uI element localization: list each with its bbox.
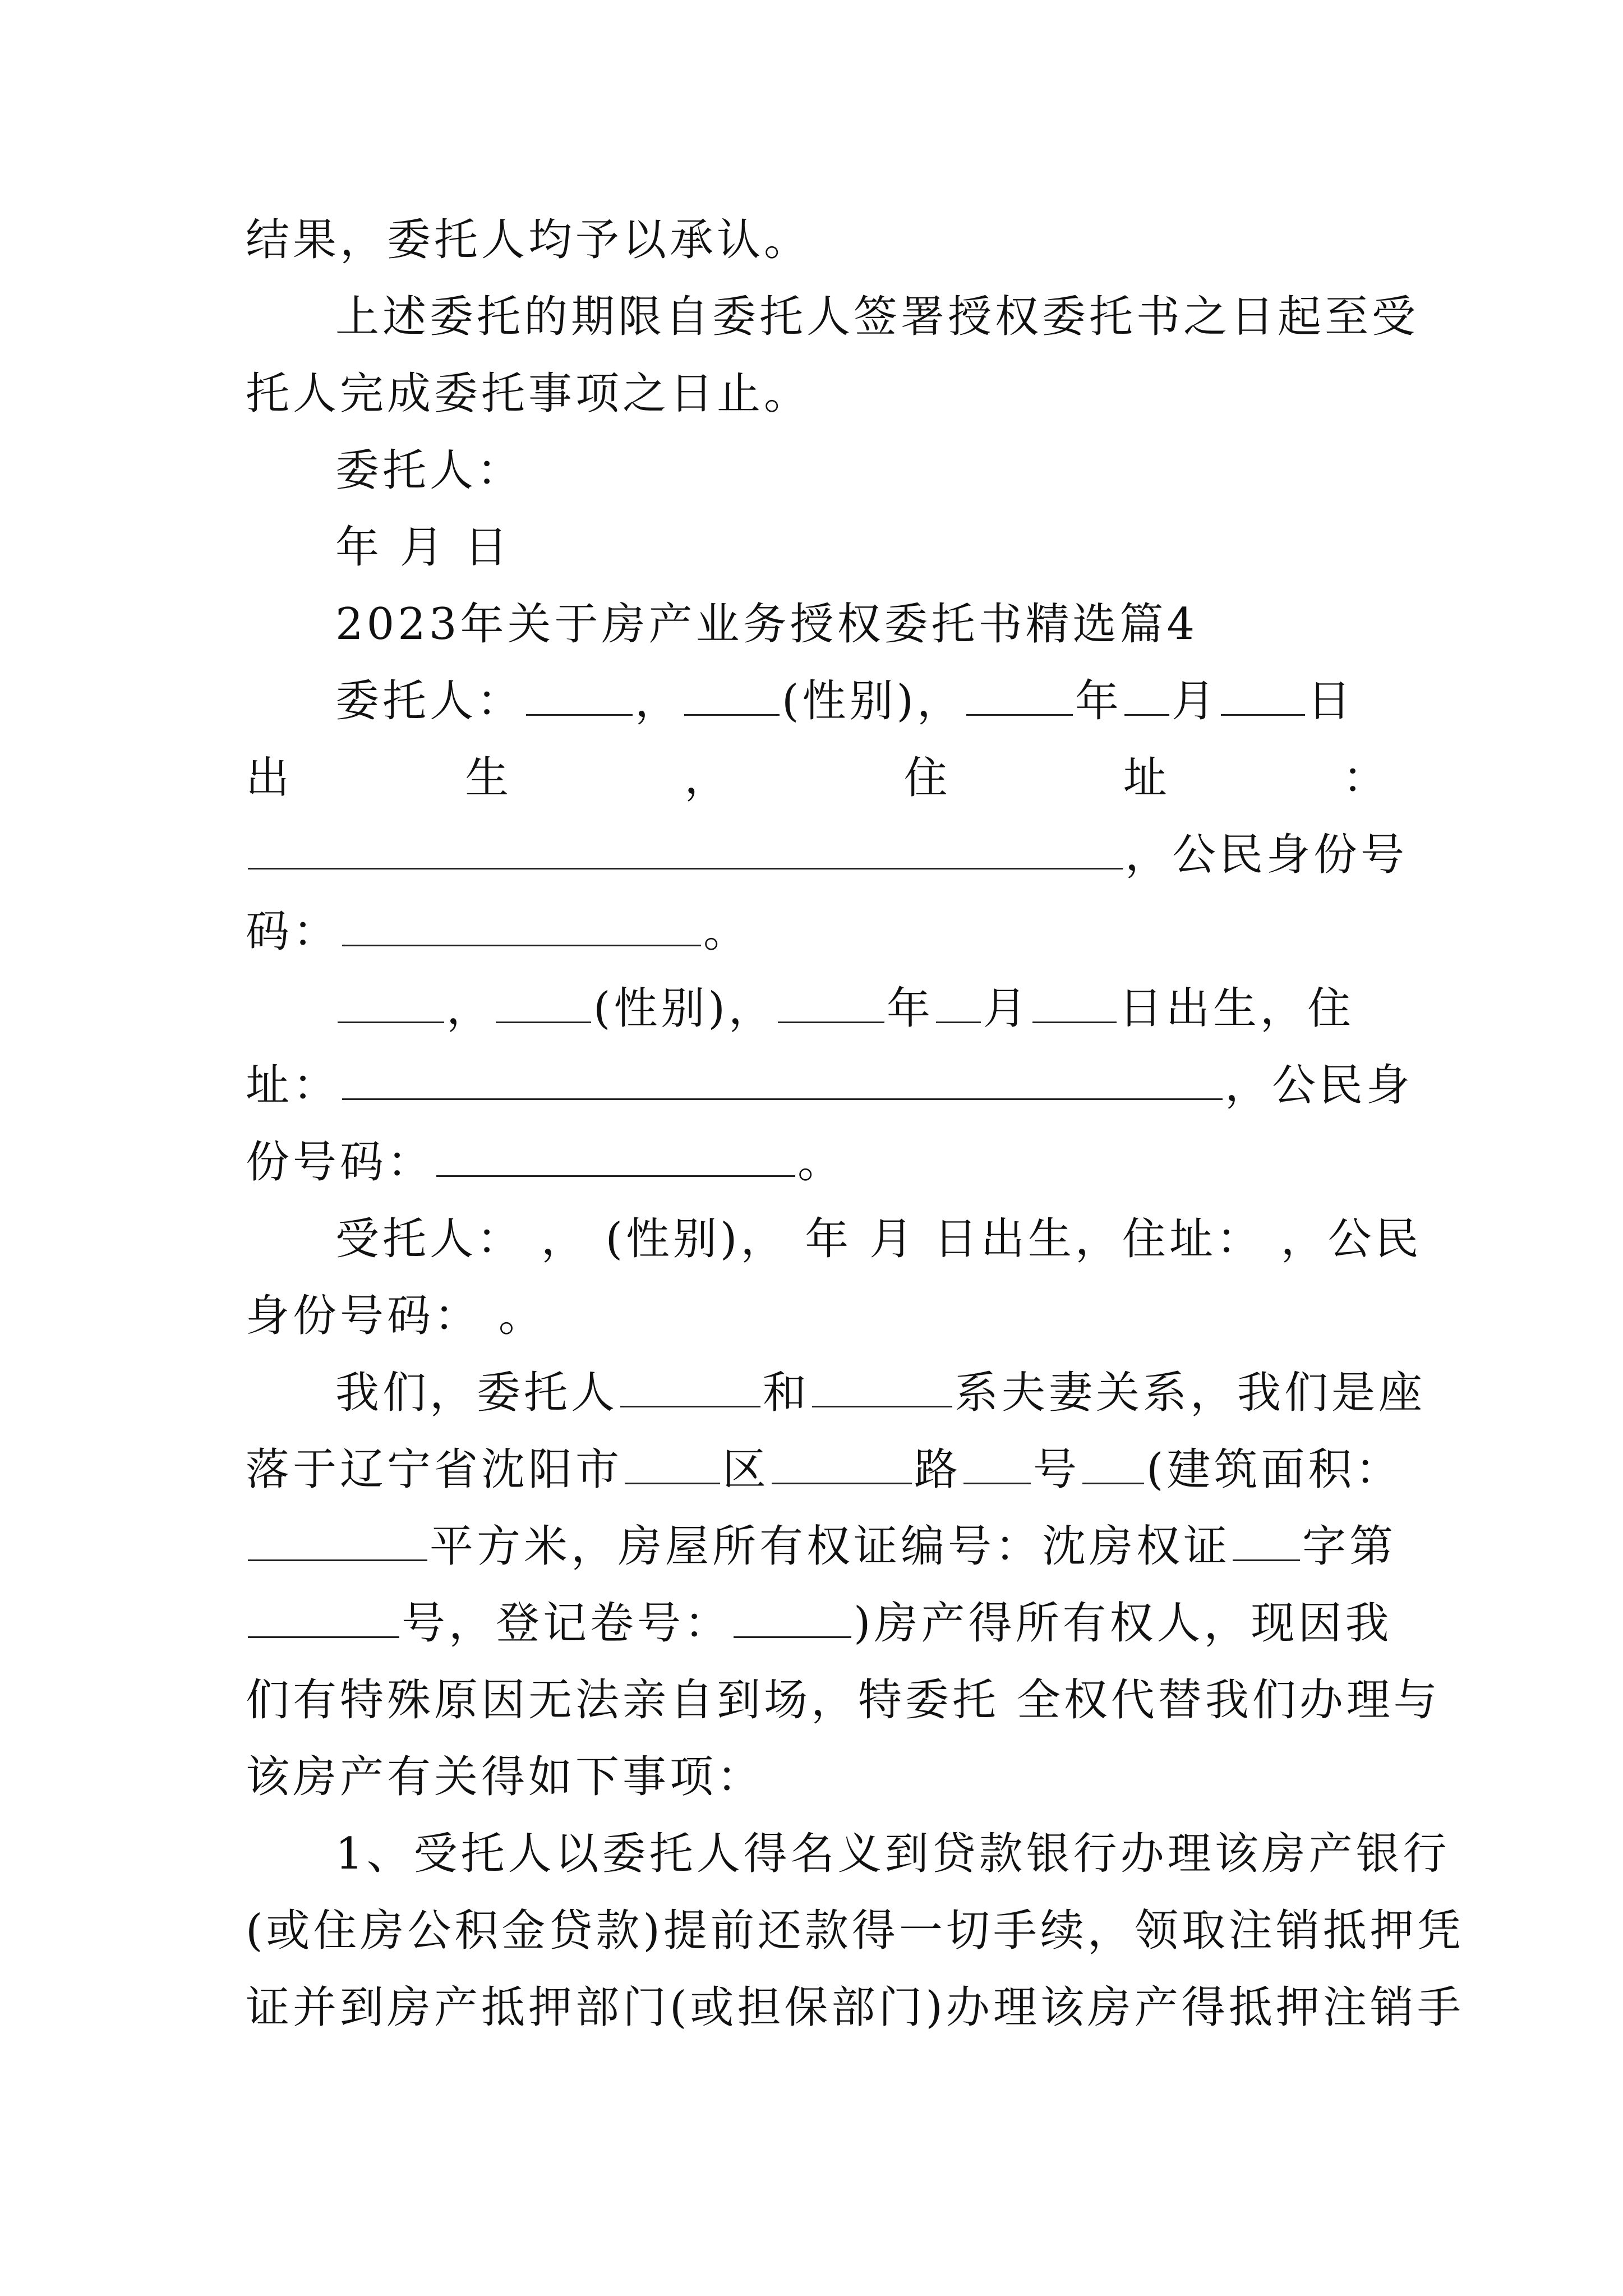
blank-field <box>1124 680 1169 716</box>
blank-field <box>496 988 591 1023</box>
blank-field <box>778 988 884 1023</box>
form-line: 身份号码： 。 <box>246 1291 546 1341</box>
form-line: 出 生 ， 住 址 ： <box>246 753 1390 803</box>
form-line: 平方米，房屋所有权证编号：沈房权证 字第 <box>246 1508 1390 1585</box>
form-line: 码： 。 <box>246 907 751 957</box>
blank-field <box>1221 680 1305 716</box>
form-line: 号，登记卷号： )房产得所有权人，现因我 <box>246 1585 1390 1662</box>
paragraph-line: 们有特殊原因无法亲自到场，特委托 全权代替我们办理与 <box>246 1675 1441 1726</box>
blank-field <box>812 1372 952 1407</box>
form-line: 委托人： ， (性别)， 年 月 日 <box>335 676 1354 726</box>
form-line: 受托人： ， (性别)， 年 月 日出生，住址： ，公民 <box>335 1214 1422 1264</box>
form-line: ，公民身份号 <box>246 817 1390 894</box>
blank-field <box>625 1449 720 1484</box>
blank-field <box>248 1603 399 1638</box>
blank-field <box>436 1142 795 1177</box>
blank-field <box>684 680 780 716</box>
document-body <box>246 202 1464 2046</box>
signature-label: 委托人： <box>335 445 524 496</box>
form-line: 我们，委托人 和 系夫妻关系，我们是座 <box>335 1368 1426 1418</box>
blank-field <box>248 834 1123 869</box>
form-line: 落于辽宁省沈阳市 区 路 号 (建筑面积： <box>246 1444 1403 1495</box>
blank-field <box>248 1526 427 1561</box>
paragraph-line: 证并到房产抵押部门(或担保部门)办理该房产得抵押注销手 <box>246 1982 1464 2033</box>
paragraph-line: 上述委托的期限自委托人签署授权委托书之日起至受 <box>335 292 1419 342</box>
blank-field <box>734 1603 851 1638</box>
paragraph-line: 托人完成委托事项之日止。 <box>246 369 811 419</box>
form-line: ， (性别)， 年 月 日出生，住 <box>246 970 1390 1047</box>
paragraph-line: 该房产有关得如下事项： <box>246 1752 764 1802</box>
form-line: 份号码： 。 <box>246 1137 845 1188</box>
blank-field <box>936 988 981 1023</box>
blank-field <box>526 680 633 716</box>
blank-field <box>772 1449 912 1484</box>
blank-field <box>1233 1526 1300 1561</box>
blank-field <box>342 911 701 946</box>
blank-field <box>1082 1449 1144 1484</box>
blank-field <box>342 1065 1223 1100</box>
section-title: 2023年关于房产业务授权委托书精选篇4 <box>335 599 1198 650</box>
paragraph-line: 结果，委托人均予以承认。 <box>246 215 811 265</box>
blank-field <box>963 1449 1031 1484</box>
blank-field <box>1032 988 1117 1023</box>
paragraph-line: (或住房公积金贷款)提前还款得一切手续，领取注销抵押凭 <box>246 1906 1464 1956</box>
date-line: 年 月 日 <box>335 522 511 573</box>
blank-field <box>338 988 444 1023</box>
blank-field <box>966 680 1073 716</box>
blank-field <box>620 1372 760 1407</box>
form-line: 址： ，公民身 <box>246 1060 1414 1111</box>
paragraph-line: 1、受托人以委托人得名义到贷款银行办理该房产银行 <box>335 1829 1450 1879</box>
